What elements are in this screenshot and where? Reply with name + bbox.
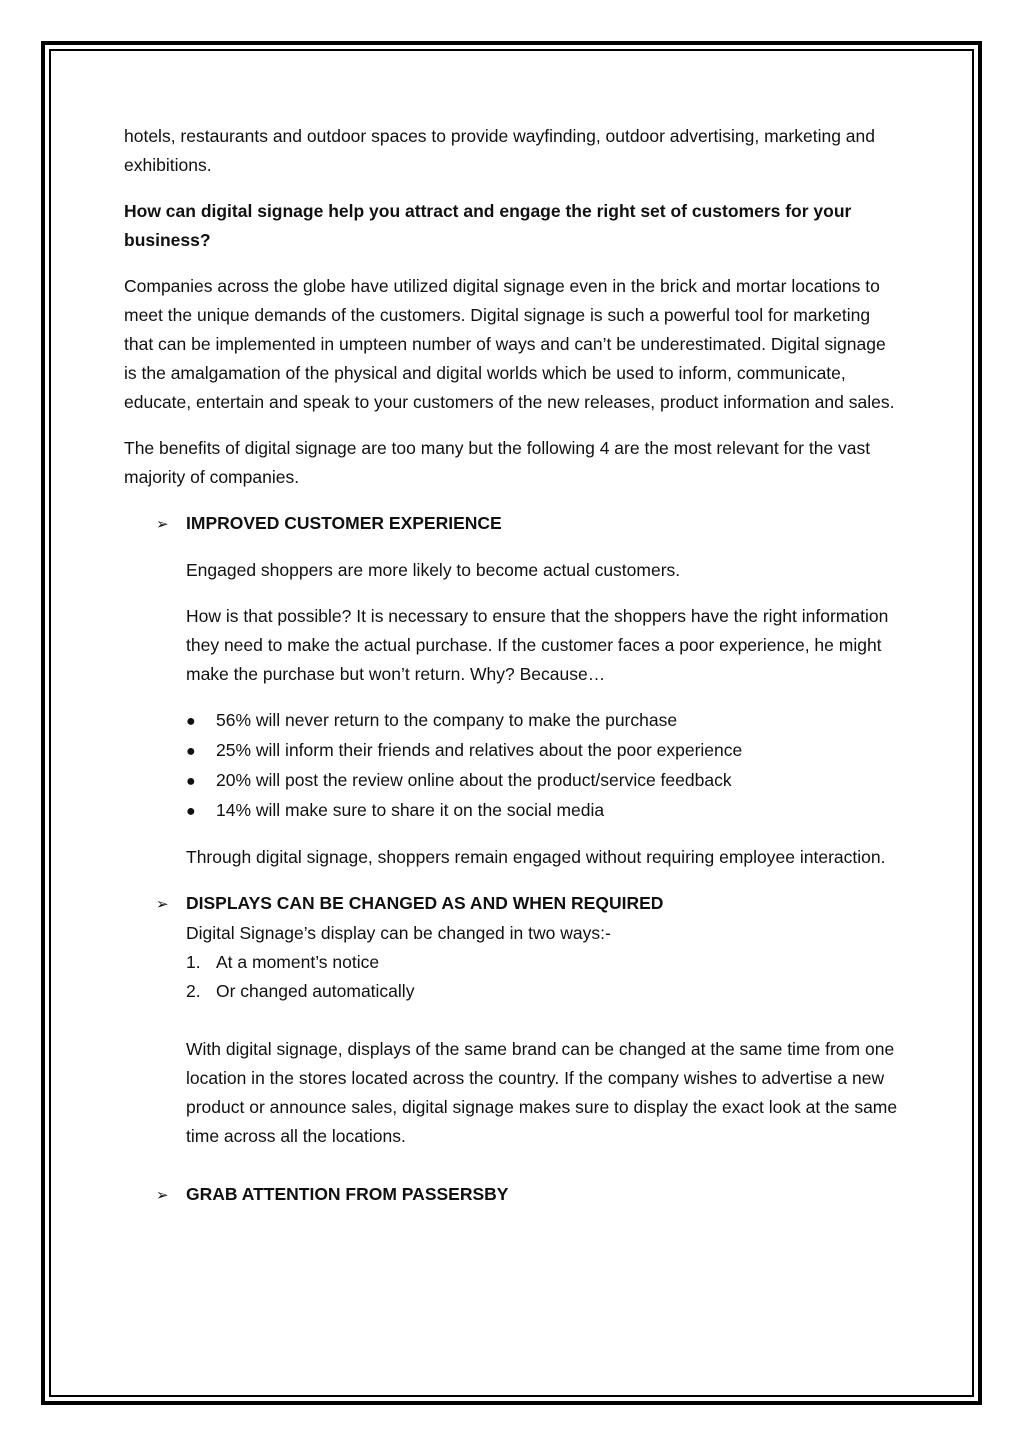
intro-continuation: hotels, restaurants and outdoor spaces to provide wayfinding, outdoor advertising, marketing and exhibitions.	[124, 126, 876, 175]
section-heading-displays	[156, 889, 902, 919]
intro-question: How can digital signage help you attract and engage the right set of customers for your business?	[124, 201, 852, 250]
numbered-list	[186, 948, 902, 1006]
intro-body: Companies across the globe have utilized digital signage even in the brick and mortar locations to meet the unique demands of the customers. Digital signage is such a powerful tool for marketing that can be implemented in umpteen number of ways and can’t be underestimated. Digital signage is the amalgamation of the physical and digital worlds which be used to inform, communicate, educate, entertain and speak to your customers of the new releases, product information and sales.	[124, 276, 895, 412]
list-item	[186, 706, 902, 736]
list-item	[186, 977, 902, 1006]
list-item	[186, 796, 902, 826]
list-item	[186, 736, 902, 766]
list-item-text: 20% will post the review online about the product/service feedback	[216, 770, 732, 790]
section-heading-text: IMPROVED CUSTOMER EXPERIENCE	[186, 513, 502, 533]
bullet-icon: ●	[186, 743, 196, 760]
arrow-bullet-icon: ➢	[156, 896, 169, 913]
list-item-text: 56% will never return to the company to make the purchase	[216, 710, 678, 730]
list-item-text: 25% will inform their friends and relatives about the poor experience	[216, 740, 743, 760]
intro-benefits: The benefits of digital signage are too many but the following 4 are the most relevant for the vast majority of companies.	[124, 438, 871, 487]
statistics-list	[186, 706, 902, 826]
section2-lead: Digital Signage’s display can be changed in two ways:-	[186, 923, 611, 943]
list-item	[186, 948, 902, 977]
section-heading-text: DISPLAYS CAN BE CHANGED AS AND WHEN REQUIRED	[186, 893, 664, 913]
section1-paragraph: Engaged shoppers are more likely to become actual customers.	[186, 560, 681, 580]
arrow-bullet-icon: ➢	[156, 516, 169, 533]
section2-paragraph: With digital signage, displays of the same brand can be changed at the same time from one location in the stores located across the country. If the company wishes to advertise a new product or announce sales, digital signage makes sure to display the exact look at the same time across all the locations.	[186, 1039, 898, 1146]
document-body	[124, 122, 902, 1227]
bullet-icon: ●	[186, 803, 196, 820]
section1-paragraph: Through digital signage, shoppers remain engaged without requiring employee interaction.	[186, 847, 886, 867]
list-item-text: At a moment’s notice	[216, 952, 380, 972]
list-item	[186, 766, 902, 796]
bullet-icon: ●	[186, 713, 196, 730]
list-number: 2.	[186, 981, 201, 1001]
section-heading-passersby	[156, 1180, 902, 1210]
section1-paragraph: How is that possible? It is necessary to ensure that the shoppers have the right information they need to make the actual purchase. If the customer faces a poor experience, he might make the purchase but won’t return. Why? Because…	[186, 606, 889, 684]
list-number: 1.	[186, 952, 201, 972]
bullet-icon: ●	[186, 773, 196, 790]
list-item-text: 14% will make sure to share it on the social media	[216, 800, 605, 820]
section-heading-customer-experience	[156, 509, 902, 539]
list-item-text: Or changed automatically	[216, 981, 415, 1001]
section-heading-text: GRAB ATTENTION FROM PASSERSBY	[186, 1184, 509, 1204]
arrow-bullet-icon: ➢	[156, 1187, 169, 1204]
